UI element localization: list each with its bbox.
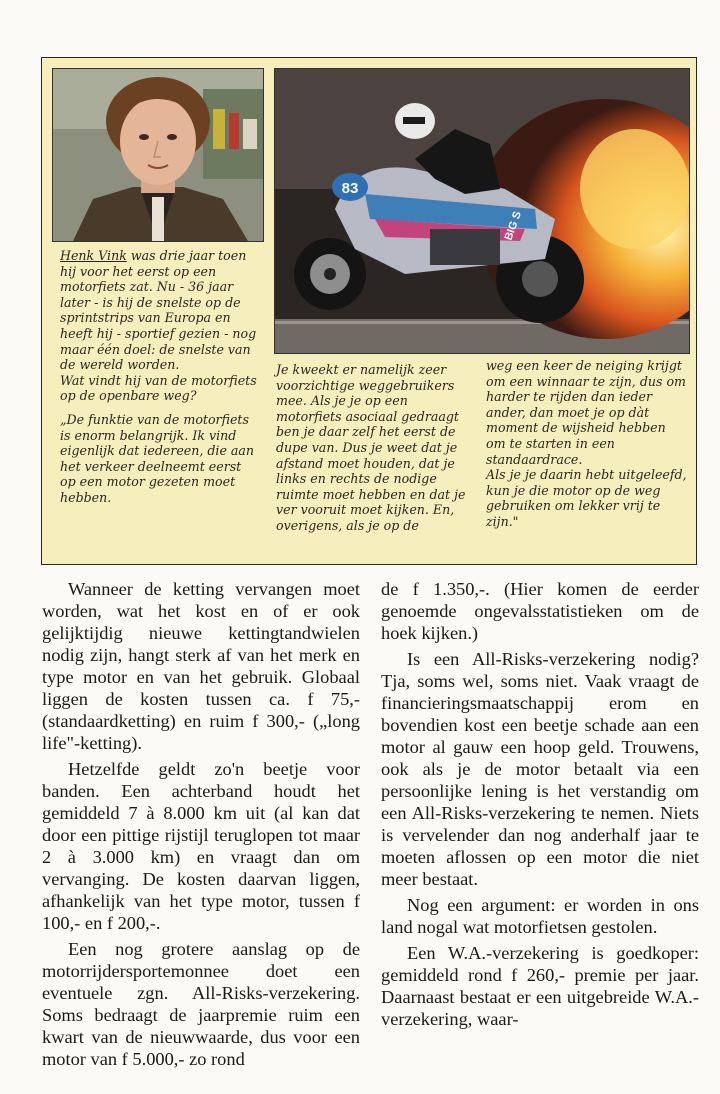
body-paragraph: Hetzelfde geldt zo'n beetje voor banden. Een achterband houdt het gemiddeld 7 à 8.000 km uit (al kan dat door een pittige rijstijl teruglopen tot maar 2 à 3.000 km) en vraagt dan om vervanging. De kosten daarvan liggen, afhankelijk van het type motor, tussen f 100,- en f 200,-. bbox=[42, 759, 360, 933]
caption-left bbox=[60, 248, 260, 506]
bike-number: 83 bbox=[341, 180, 359, 197]
rider-name: Henk Vink bbox=[60, 248, 127, 263]
feature-box bbox=[41, 57, 697, 565]
bike-text: BIG S bbox=[502, 209, 525, 243]
portrait-photo bbox=[52, 68, 264, 242]
drag-race-image bbox=[275, 69, 689, 353]
body-paragraph: Een nog grotere aanslag op de motorrijdersportemonnee doet een eventuele zgn. All-Risks-verzekering. Soms bedraagt de jaarpremie ruim een kwart van de nieuwwaarde, dus voor een motor van f 5.000,- zo rond bbox=[42, 939, 360, 1069]
portrait-image bbox=[53, 69, 263, 241]
caption-intro bbox=[60, 248, 260, 373]
body-column-right bbox=[381, 578, 699, 1034]
body-column-left bbox=[42, 578, 360, 1074]
caption-right-p2: Als je je daarin hebt uitgeleefd, kun je die motor op de weg gebruiken om lekker vrij te zijn." bbox=[486, 467, 687, 529]
body-paragraph: Nog een argument: er worden in ons land nogal wat motorfietsen gestolen. bbox=[381, 895, 699, 937]
body-paragraph-continued: de f 1.350,-. (Hier komen de eerder genoemde ongevalsstatistieken om de hoek kijken.) bbox=[381, 579, 699, 643]
caption-middle-text: Je kweekt er namelijk zeer voorzichtige weggebruikers mee. Als je je op een motorfiets asociaal gedraagt ben je daar zelf het eerst de dupe van. Dus je weet dat je afstand moet houden, dat je links en rechts de nodige ruimte moet hebben en dat je ver vooruit moet kijken. En, overigens, als je op de bbox=[276, 362, 466, 533]
body-paragraph: Is een All-Risks-verzekering nodig? Tja, soms wel, soms niet. Vaak vraagt de financieringsmaatschappij erom en bovendien kost een beetje schade aan een motor al gauw een hoop geld. Trouwens, ook als je de motor betaalt via een persoonlijke lening is het verstandig om een All-Risks-verzekering te nemen. Niets is vervelender dan nog anderhalf jaar te moeten aflossen op een motor die niet meer bestaat. bbox=[381, 649, 699, 889]
caption-right bbox=[486, 358, 688, 530]
caption-right-p1: weg een keer de neiging krijgt om een winnaar te zijn, dus om harder te rijden dan ieder ander, dan moet je op dàt moment de wijsheid hebben om te starten in een standaardrace. bbox=[486, 358, 686, 467]
drag-race-photo bbox=[274, 68, 690, 354]
caption-middle bbox=[276, 362, 474, 534]
caption-question: Wat vindt hij van de motorfiets op de openbare weg? bbox=[60, 372, 257, 404]
caption-intro-text: was drie jaar toen hij voor het eerst op een motorfiets zat. Nu - 36 jaar later - is hij de snelste op de sprintstrips van Europa en heeft hij - sportief gezien - nog maar één doel: de snelste van de wereld worden. bbox=[60, 248, 257, 373]
body-paragraph: Een W.A.-verzekering is goedkoper: gemiddeld rond f 260,- premie per jaar. Daarnaast bestaat er een uitgebreide W.A.-verzekering, waar- bbox=[381, 943, 699, 1029]
caption-quote: „De funktie van de motorfiets is enorm belangrijk. Ik vind eigenlijk dat iedereen, die aan het verkeer deelneemt eerst op een motor gezeten moet hebben. bbox=[60, 411, 255, 505]
body-paragraph: Wanneer de ketting vervangen moet worden, wat het kost en of er ook gelijktijdig nieuwe kettingtandwielen nodig zijn, hangt sterk af van het merk en type motor en van het gebruik. Globaal liggen de kosten tussen ca. f 75,- (standaardketting) en ruim f 300,- („long life"-ketting). bbox=[42, 579, 360, 753]
